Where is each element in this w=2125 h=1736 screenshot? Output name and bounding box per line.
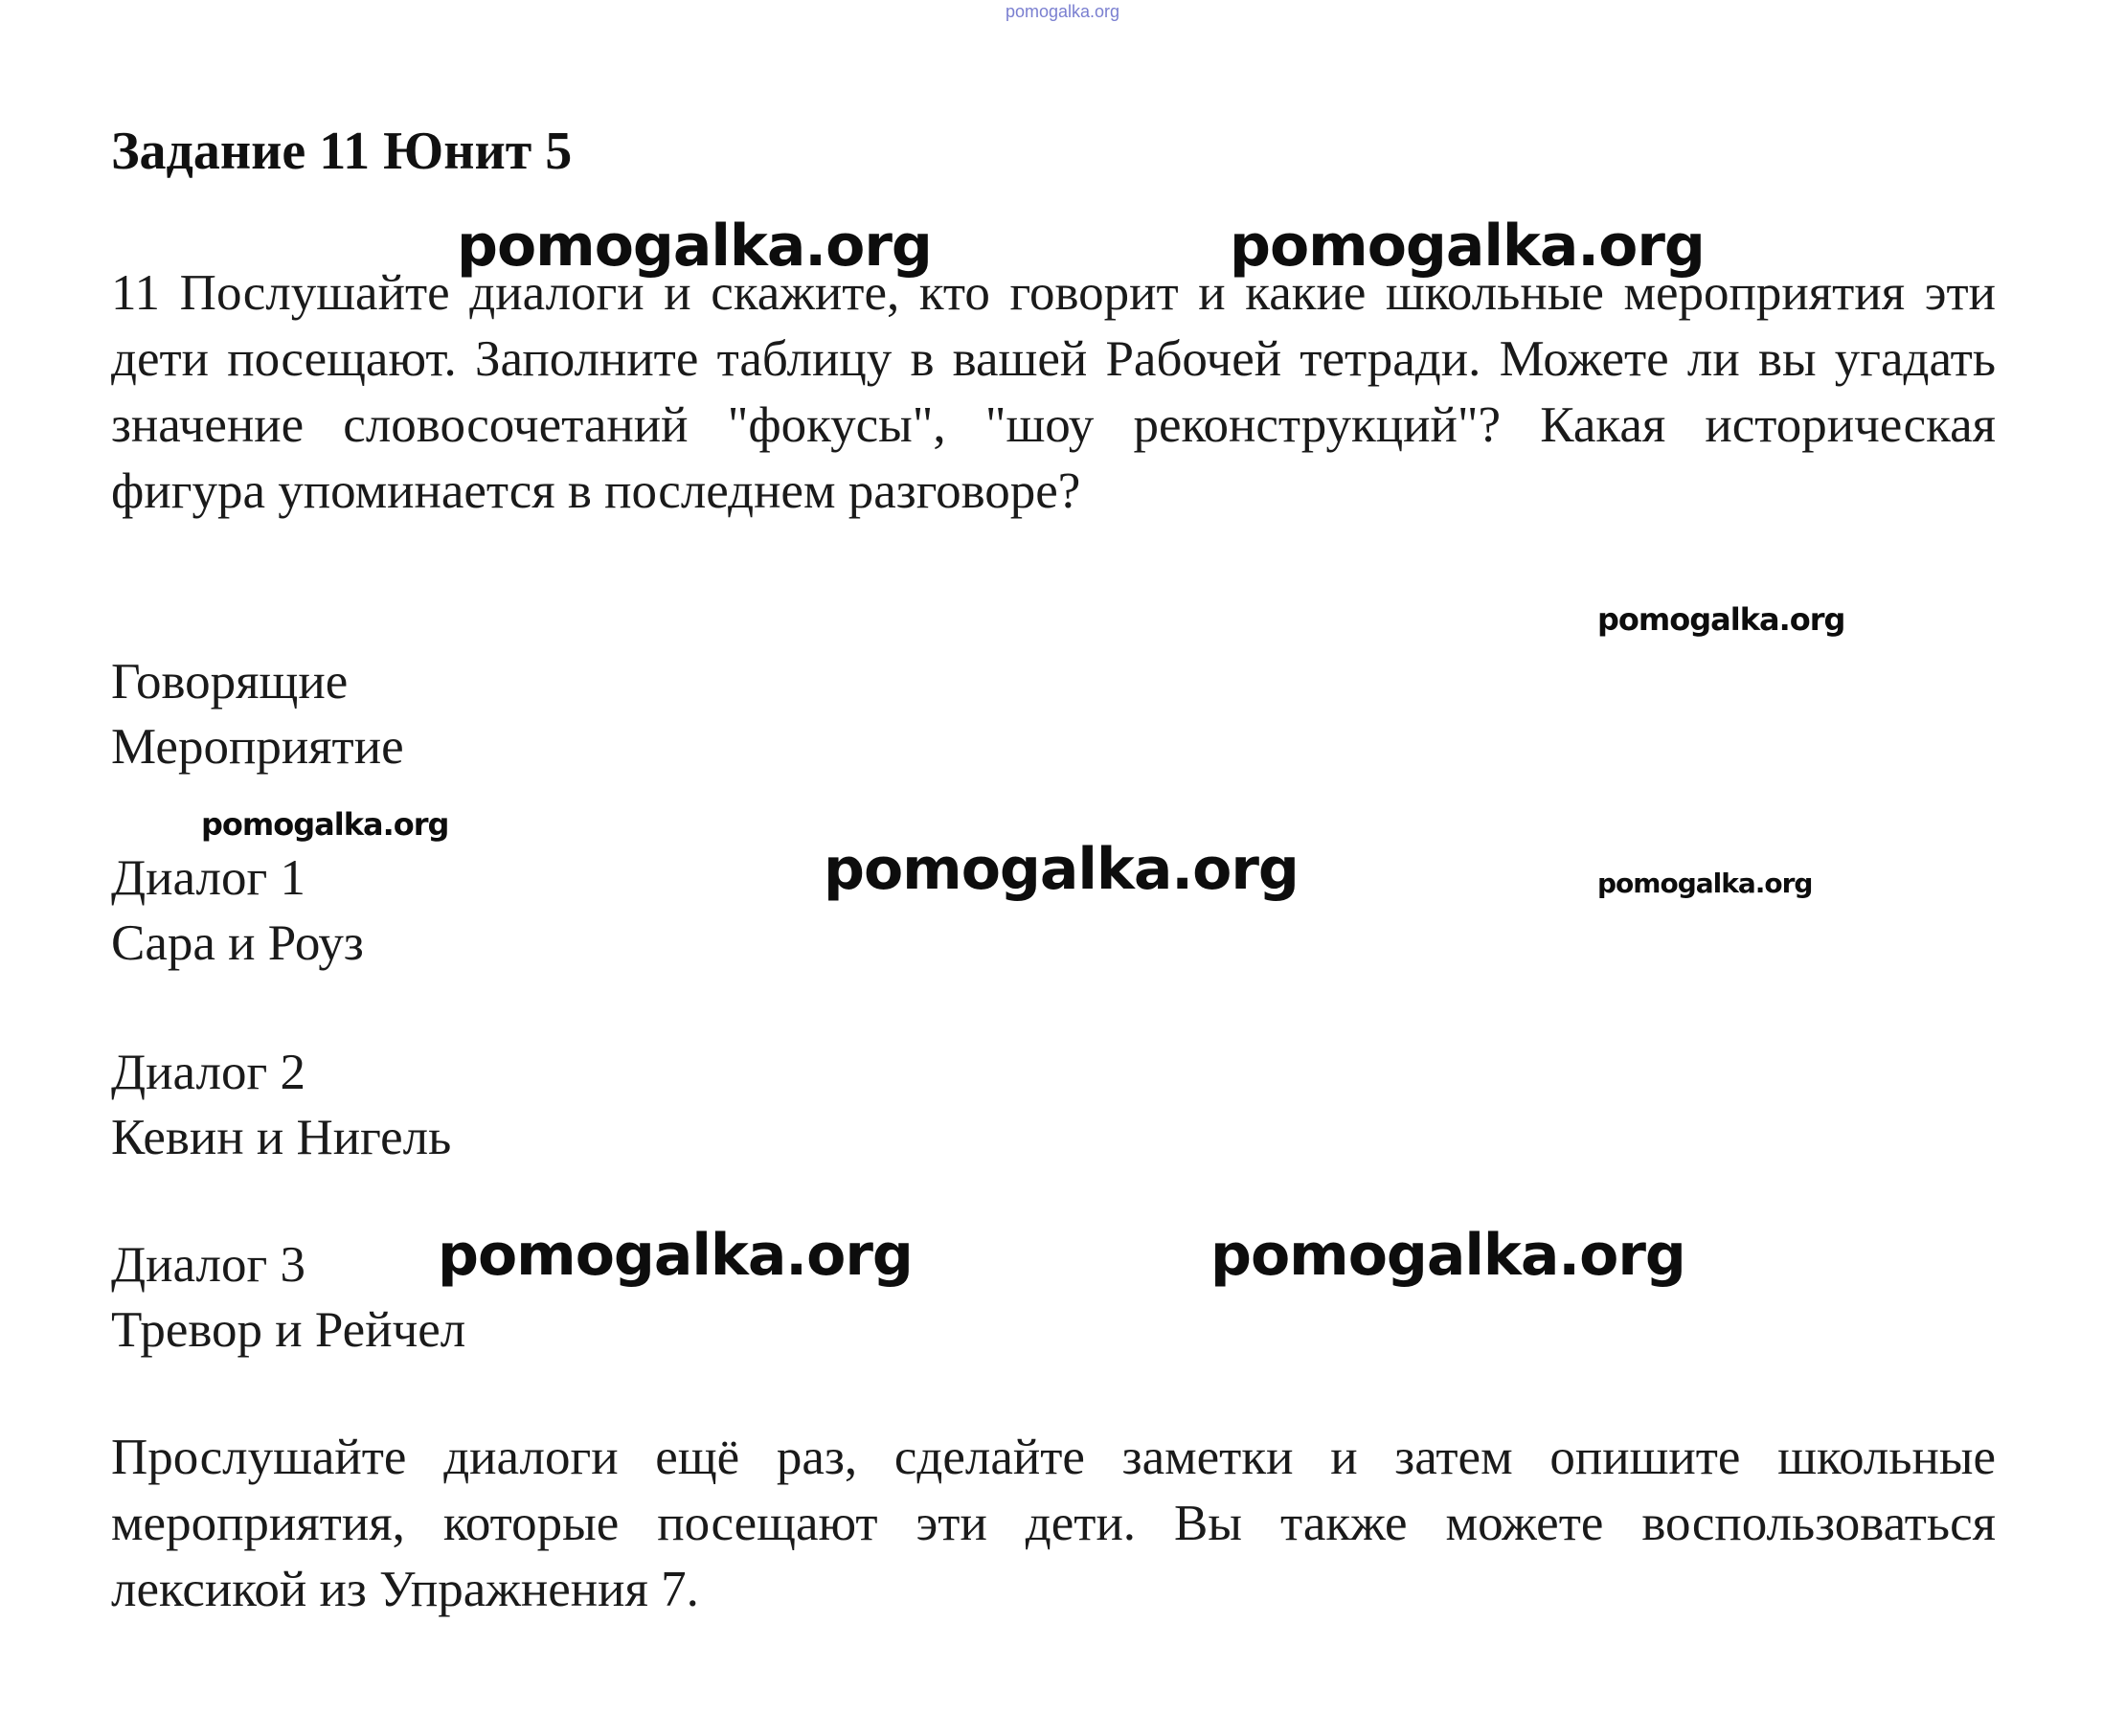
watermark: pomogalka.org: [201, 806, 449, 843]
dialogue-3-label: Диалог 3: [111, 1237, 305, 1293]
follow-up-instructions: Прослушайте диалоги ещё раз, сделайте заметки и затем опишите школьные мероприятия, которые посещают эти дети. Вы также можете воспользоваться лексикой из Упражнения 7.: [111, 1430, 1996, 1617]
watermark: pomogalka.org: [438, 1222, 913, 1289]
watermark: pomogalka.org: [457, 213, 932, 280]
dialogue-2-speakers: Кевин и Нигель: [111, 1110, 452, 1165]
dialogue-3-speakers: Тревор и Рейчел: [111, 1302, 466, 1358]
watermark: pomogalka.org: [824, 836, 1299, 903]
watermark: pomogalka.org: [1230, 213, 1705, 280]
watermark: pomogalka.org: [1597, 601, 1845, 638]
dialogue-1-label: Диалог 1: [111, 850, 305, 906]
page-title: Задание 11 Юнит 5: [111, 122, 573, 181]
task-instructions: 11 Послушайте диалоги и скажите, кто говорит и какие школьные мероприятия эти дети посещают. Заполните таблицу в вашей Рабочей тетради. Можете ли вы угадать значение словосочетаний "фокусы", "шоу реконструкций"? Какая историческая фигура упоминается в последнем разговоре?: [111, 265, 1996, 519]
dialogue-1-speakers: Сара и Роуз: [111, 915, 364, 971]
header-speakers: Говорящие: [111, 654, 349, 710]
watermark: pomogalka.org: [1210, 1222, 1685, 1289]
header-event: Мероприятие: [111, 719, 404, 775]
watermark: pomogalka.org: [1597, 868, 1813, 899]
top-watermark: pomogalka.org: [1005, 2, 1120, 21]
dialogue-2-label: Диалог 2: [111, 1045, 305, 1100]
